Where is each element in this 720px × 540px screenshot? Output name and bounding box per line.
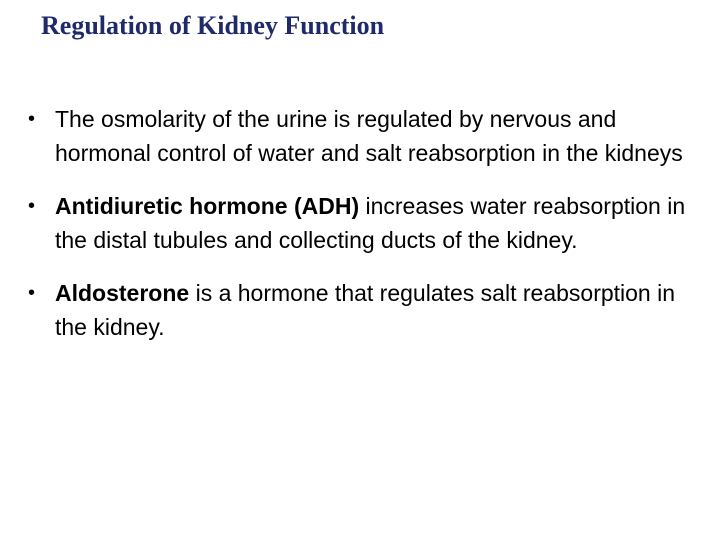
bullet-bold-term: Antidiuretic hormone (ADH) [55,193,360,219]
bullet-dot-icon: • [28,195,36,217]
bullet-item-urine-osmolarity [0,102,695,170]
bullet-dot-icon: • [28,108,36,130]
bullet-dot-icon: • [28,282,36,304]
bullet-item-adh [0,189,695,257]
bullet-item-aldosterone [0,276,695,344]
bullet-bold-term: Aldosterone [55,280,190,306]
bullet-text: is a hormone that regulates salt reabsorption in the kidney. [55,280,676,340]
bullet-text: The osmolarity of the urine is regulated by nervous and hormonal control of water and salt reabsorption in the kidneys [55,106,683,166]
bullet-list [0,102,720,344]
slide-title: Regulation of Kidney Function [41,11,385,40]
bullet-text: increases water reabsorption in the distal tubules and collecting ducts of the kidney. [55,193,686,253]
